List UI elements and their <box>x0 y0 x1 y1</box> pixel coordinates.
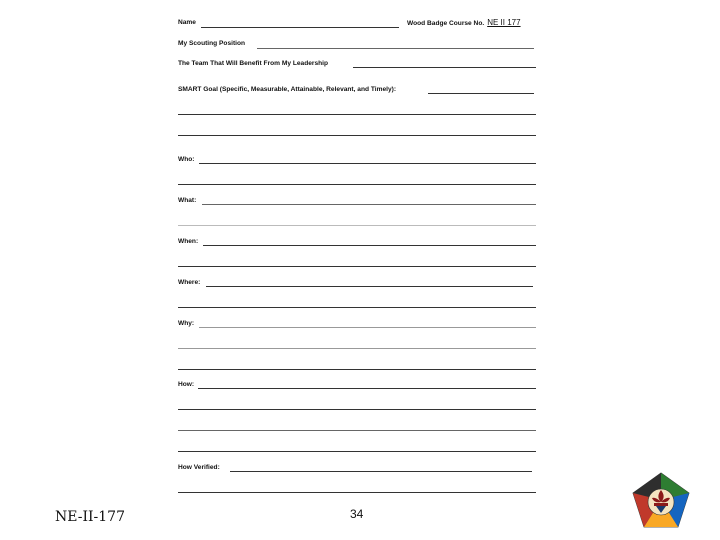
smart-goal-line-3[interactable] <box>178 135 536 136</box>
how-line-4[interactable] <box>178 451 536 452</box>
where-line-2[interactable] <box>178 307 536 308</box>
why-line-3[interactable] <box>178 369 536 370</box>
where-field-line[interactable] <box>206 286 533 287</box>
team-label: The Team That Will Benefit From My Leadership <box>178 60 329 67</box>
name-label: Name <box>178 19 196 26</box>
when-line-2[interactable] <box>178 266 536 267</box>
team-field-line[interactable] <box>353 67 536 68</box>
name-field-line[interactable] <box>201 27 399 28</box>
how-line-2[interactable] <box>178 409 536 410</box>
course-label: Wood Badge Course No. NE II 177 <box>407 18 521 27</box>
smart-goal-label: SMART Goal (Specific, Measurable, Attainable, Relevant, and Timely): <box>178 86 397 93</box>
when-field-line[interactable] <box>203 245 536 246</box>
position-field-line[interactable] <box>257 48 534 49</box>
when-label: When: <box>178 238 199 245</box>
who-field-line[interactable] <box>199 163 536 164</box>
how-field-line[interactable] <box>198 388 536 389</box>
who-line-2[interactable] <box>178 184 536 185</box>
smart-goal-line-2[interactable] <box>178 114 536 115</box>
how-label: How: <box>178 381 195 388</box>
page-number: 34 <box>350 507 364 521</box>
smart-goal-field-line[interactable] <box>428 93 534 94</box>
course-number: NE II 177 <box>487 18 521 27</box>
where-label: Where: <box>178 279 201 286</box>
who-label: Who: <box>178 156 195 163</box>
what-line-2[interactable] <box>178 225 536 226</box>
position-label: My Scouting Position <box>178 40 246 47</box>
why-line-2[interactable] <box>178 348 536 349</box>
what-field-line[interactable] <box>202 204 536 205</box>
how-verified-field-line[interactable] <box>230 471 532 472</box>
why-label: Why: <box>178 320 195 327</box>
how-line-3[interactable] <box>178 430 536 431</box>
ticket-worksheet <box>178 14 538 496</box>
what-label: What: <box>178 197 197 204</box>
footer-course-number: NE-II-177 <box>55 509 125 525</box>
how-verified-label: How Verified: <box>178 464 220 471</box>
why-field-line[interactable] <box>199 327 536 328</box>
wood-badge-pentagon-logo-icon <box>632 472 690 528</box>
how-verified-line-2[interactable] <box>178 492 536 493</box>
